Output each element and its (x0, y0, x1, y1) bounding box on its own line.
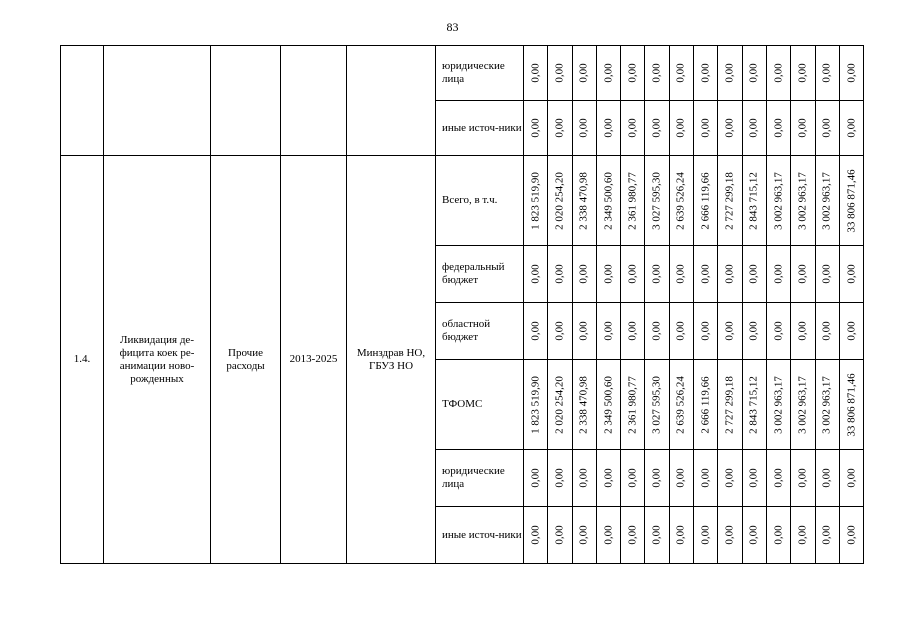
budget-table (60, 45, 864, 564)
value-cell (524, 101, 548, 156)
value-cell (524, 46, 548, 101)
value-text: 3 002 963,17 (796, 375, 809, 434)
value-cell (548, 450, 572, 507)
value-text: 0,00 (674, 468, 687, 488)
value-text: 0,00 (699, 321, 712, 341)
value-text: 3 002 963,17 (820, 171, 833, 230)
value-text: 0,00 (602, 525, 615, 545)
value-text: 2 666 119,66 (699, 375, 712, 434)
value-cell (742, 507, 766, 564)
value-cell (596, 156, 620, 246)
value-cell (548, 101, 572, 156)
value-text: 3 002 963,17 (772, 171, 785, 230)
value-text: 0,00 (577, 525, 590, 545)
item-period: 2013-2025 (281, 156, 347, 564)
item-expense-type: Прочие расходы (211, 156, 281, 564)
source-cell: юридические лица (436, 450, 524, 507)
value-cell (694, 360, 718, 450)
value-text: 0,00 (626, 63, 639, 83)
value-text: 0,00 (796, 118, 809, 138)
value-cell (839, 156, 863, 246)
value-text: 0,00 (772, 264, 785, 284)
value-cell (669, 450, 693, 507)
value-cell (718, 303, 742, 360)
value-text: 0,00 (626, 525, 639, 545)
value-text: 0,00 (553, 321, 566, 341)
value-text: 0,00 (796, 264, 809, 284)
value-cell (839, 450, 863, 507)
value-cell (645, 507, 669, 564)
value-text: 2 361 980,77 (626, 375, 639, 434)
source-cell: иные источ-ники (436, 507, 524, 564)
value-text: 2 361 980,77 (626, 171, 639, 230)
value-text: 0,00 (650, 321, 663, 341)
value-text: 0,00 (699, 525, 712, 545)
value-cell (572, 101, 596, 156)
value-cell (524, 156, 548, 246)
value-cell (645, 46, 669, 101)
value-text: 0,00 (820, 63, 833, 83)
value-cell (669, 246, 693, 303)
value-cell (742, 101, 766, 156)
value-cell (791, 46, 815, 101)
value-text: 0,00 (747, 468, 760, 488)
value-text: 0,00 (577, 321, 590, 341)
value-cell (621, 303, 645, 360)
value-cell (791, 101, 815, 156)
value-cell (742, 156, 766, 246)
item-executor: Минздрав НО, ГБУЗ НО (347, 156, 436, 564)
value-cell (766, 303, 790, 360)
empty-cell (104, 46, 211, 156)
value-text: 2 727 299,18 (723, 171, 736, 230)
item-number: 1.4. (61, 156, 104, 564)
value-text: 0,00 (577, 63, 590, 83)
value-cell (548, 507, 572, 564)
value-cell (596, 360, 620, 450)
value-text: 0,00 (772, 321, 785, 341)
value-cell (839, 360, 863, 450)
value-cell (548, 246, 572, 303)
value-cell (621, 246, 645, 303)
value-text: 0,00 (529, 264, 542, 284)
value-text: 2 727 299,18 (723, 375, 736, 434)
value-cell (766, 450, 790, 507)
value-text: 0,00 (626, 321, 639, 341)
value-text: 0,00 (820, 321, 833, 341)
value-text: 0,00 (602, 468, 615, 488)
value-text: 0,00 (529, 525, 542, 545)
value-text: 2 639 526,24 (674, 375, 687, 434)
value-cell (572, 46, 596, 101)
value-cell (572, 156, 596, 246)
table-row (61, 156, 864, 246)
value-cell (791, 360, 815, 450)
value-cell (645, 303, 669, 360)
value-cell (645, 101, 669, 156)
value-text: 0,00 (650, 118, 663, 138)
value-text: 0,00 (723, 264, 736, 284)
value-text: 0,00 (845, 63, 857, 83)
table-row (61, 46, 864, 101)
value-cell (669, 101, 693, 156)
value-cell (766, 507, 790, 564)
page-number: 83 (446, 20, 459, 34)
value-text: 0,00 (723, 468, 736, 488)
value-cell (621, 450, 645, 507)
value-cell (524, 246, 548, 303)
value-text: 0,00 (845, 118, 857, 138)
value-cell (815, 156, 839, 246)
value-cell (548, 303, 572, 360)
value-cell (596, 246, 620, 303)
value-text: 2 666 119,66 (699, 171, 712, 230)
value-text: 0,00 (772, 118, 785, 138)
value-text: 0,00 (626, 468, 639, 488)
value-text: 2 020 254,20 (553, 375, 566, 434)
value-text: 0,00 (723, 525, 736, 545)
value-text: 0,00 (650, 264, 663, 284)
value-text: 0,00 (747, 525, 760, 545)
value-cell (718, 156, 742, 246)
source-cell: федеральный бюджет (436, 246, 524, 303)
value-cell (572, 303, 596, 360)
value-text: 0,00 (553, 525, 566, 545)
value-text: 0,00 (747, 264, 760, 284)
value-cell (839, 303, 863, 360)
value-cell (791, 303, 815, 360)
value-text: 0,00 (820, 264, 833, 284)
value-text: 0,00 (772, 525, 785, 545)
empty-cell (281, 46, 347, 156)
value-text: 0,00 (553, 118, 566, 138)
value-text: 1 823 519,90 (529, 375, 542, 434)
value-text: 33 806 871,46 (845, 168, 857, 233)
value-cell (815, 507, 839, 564)
value-text: 0,00 (699, 468, 712, 488)
value-text: 0,00 (626, 264, 639, 284)
value-cell (572, 450, 596, 507)
value-cell (621, 46, 645, 101)
value-cell (839, 46, 863, 101)
value-text: 0,00 (845, 264, 857, 284)
value-cell (791, 156, 815, 246)
value-text: 0,00 (699, 264, 712, 284)
value-cell (766, 246, 790, 303)
value-text: 2 338 470,98 (577, 171, 590, 230)
value-text: 33 806 871,46 (845, 372, 857, 437)
value-text: 0,00 (674, 321, 687, 341)
value-cell (718, 46, 742, 101)
value-text: 0,00 (723, 63, 736, 83)
value-text: 0,00 (796, 468, 809, 488)
value-text: 2 338 470,98 (577, 375, 590, 434)
value-text: 0,00 (529, 468, 542, 488)
value-text: 0,00 (674, 525, 687, 545)
value-text: 0,00 (553, 468, 566, 488)
value-text: 3 002 963,17 (772, 375, 785, 434)
value-cell (572, 360, 596, 450)
value-cell (815, 360, 839, 450)
value-cell (694, 46, 718, 101)
value-text: 0,00 (674, 118, 687, 138)
value-cell (596, 46, 620, 101)
value-text: 0,00 (650, 63, 663, 83)
empty-cell (211, 46, 281, 156)
value-text: 0,00 (845, 321, 857, 341)
value-cell (694, 303, 718, 360)
value-cell (718, 246, 742, 303)
value-cell (742, 246, 766, 303)
value-cell (791, 507, 815, 564)
value-text: 0,00 (796, 321, 809, 341)
source-cell: ТФОМС (436, 360, 524, 450)
value-text: 0,00 (747, 321, 760, 341)
value-text: 2 639 526,24 (674, 171, 687, 230)
value-cell (621, 101, 645, 156)
value-text: 0,00 (845, 468, 857, 488)
value-cell (596, 450, 620, 507)
value-text: 0,00 (796, 63, 809, 83)
empty-cell (347, 46, 436, 156)
value-text: 0,00 (747, 63, 760, 83)
value-cell (742, 360, 766, 450)
value-text: 2 843 715,12 (747, 171, 760, 230)
value-text: 2 020 254,20 (553, 171, 566, 230)
value-text: 0,00 (602, 63, 615, 83)
value-cell (694, 507, 718, 564)
value-cell (596, 303, 620, 360)
value-text: 0,00 (820, 468, 833, 488)
value-cell (669, 360, 693, 450)
value-cell (669, 46, 693, 101)
value-text: 0,00 (796, 525, 809, 545)
value-cell (718, 360, 742, 450)
value-text: 0,00 (602, 321, 615, 341)
value-cell (645, 360, 669, 450)
value-cell (669, 156, 693, 246)
value-cell (694, 156, 718, 246)
value-cell (621, 507, 645, 564)
value-cell (645, 450, 669, 507)
value-cell (815, 246, 839, 303)
value-cell (669, 507, 693, 564)
value-cell (791, 246, 815, 303)
value-text: 0,00 (723, 118, 736, 138)
value-text: 0,00 (529, 118, 542, 138)
value-text: 3 027 595,30 (650, 171, 663, 230)
value-cell (815, 450, 839, 507)
value-text: 2 349 500,60 (602, 171, 615, 230)
value-cell (718, 450, 742, 507)
value-text: 0,00 (553, 264, 566, 284)
source-cell: иные источ-ники (436, 101, 524, 156)
value-cell (742, 46, 766, 101)
value-cell (694, 101, 718, 156)
value-cell (524, 450, 548, 507)
value-cell (645, 246, 669, 303)
source-cell: юридические лица (436, 46, 524, 101)
value-cell (839, 246, 863, 303)
value-cell (766, 101, 790, 156)
value-cell (596, 507, 620, 564)
value-text: 0,00 (577, 264, 590, 284)
value-text: 0,00 (674, 264, 687, 284)
value-cell (621, 360, 645, 450)
value-cell (524, 303, 548, 360)
value-cell (621, 156, 645, 246)
value-text: 0,00 (529, 63, 542, 83)
value-cell (742, 303, 766, 360)
value-text: 0,00 (772, 63, 785, 83)
value-text: 0,00 (602, 118, 615, 138)
empty-cell (61, 46, 104, 156)
value-text: 0,00 (602, 264, 615, 284)
value-cell (645, 156, 669, 246)
value-text: 0,00 (577, 118, 590, 138)
value-cell (596, 101, 620, 156)
value-text: 2 843 715,12 (747, 375, 760, 434)
value-cell (839, 507, 863, 564)
value-text: 0,00 (699, 118, 712, 138)
value-cell (815, 46, 839, 101)
value-text: 0,00 (699, 63, 712, 83)
value-text: 0,00 (820, 118, 833, 138)
value-text: 0,00 (723, 321, 736, 341)
value-text: 3 027 595,30 (650, 375, 663, 434)
value-text: 0,00 (553, 63, 566, 83)
value-text: 0,00 (845, 525, 857, 545)
value-text: 0,00 (650, 525, 663, 545)
item-name: Ликвидация де-фицита коек ре-анимации ново-рожденных (104, 156, 211, 564)
source-cell: областной бюджет (436, 303, 524, 360)
value-cell (669, 303, 693, 360)
value-text: 3 002 963,17 (820, 375, 833, 434)
value-text: 0,00 (650, 468, 663, 488)
value-cell (548, 360, 572, 450)
source-cell: Всего, в т.ч. (436, 156, 524, 246)
value-cell (815, 101, 839, 156)
value-cell (572, 246, 596, 303)
value-text: 0,00 (820, 525, 833, 545)
value-cell (815, 303, 839, 360)
value-cell (766, 46, 790, 101)
value-text: 0,00 (674, 63, 687, 83)
value-text: 0,00 (626, 118, 639, 138)
value-cell (791, 450, 815, 507)
value-text: 3 002 963,17 (796, 171, 809, 230)
value-text: 0,00 (747, 118, 760, 138)
value-text: 1 823 519,90 (529, 171, 542, 230)
value-cell (548, 46, 572, 101)
value-cell (524, 360, 548, 450)
value-cell (839, 101, 863, 156)
value-text: 0,00 (529, 321, 542, 341)
value-cell (766, 156, 790, 246)
value-cell (766, 360, 790, 450)
value-cell (694, 450, 718, 507)
value-cell (718, 507, 742, 564)
value-cell (742, 450, 766, 507)
value-cell (524, 507, 548, 564)
value-text: 0,00 (772, 468, 785, 488)
value-text: 2 349 500,60 (602, 375, 615, 434)
value-cell (548, 156, 572, 246)
value-cell (694, 246, 718, 303)
value-cell (572, 507, 596, 564)
value-cell (718, 101, 742, 156)
value-text: 0,00 (577, 468, 590, 488)
